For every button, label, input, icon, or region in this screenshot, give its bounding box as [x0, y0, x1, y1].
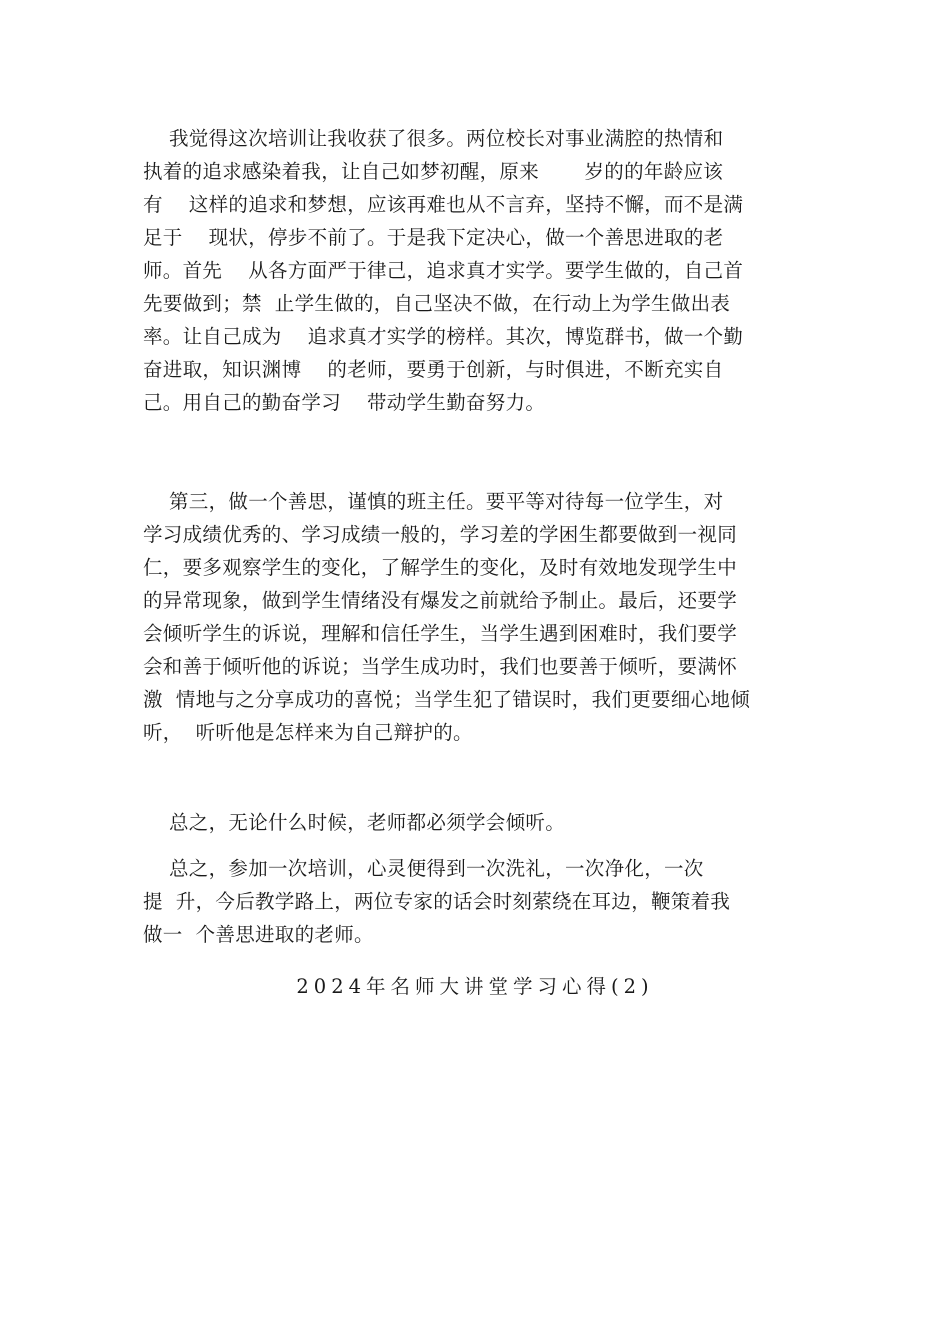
text-line: 听， 听听他是怎样来为自己辩护的。: [143, 721, 473, 744]
text-line: 激 情地与之分享成功的喜悦；当学生犯了错误时，我们更要细心地倾: [143, 688, 750, 711]
text-line: 会和善于倾听他的诉说；当学生成功时，我们也要善于倾听，要满怀: [143, 655, 738, 678]
text-line: 学习成绩优秀的、学习成绩一般的，学习差的学困生都要做到一视同: [143, 523, 738, 546]
text-line: 执着的追求感染着我，让自己如梦初醒，原来 岁的的年龄应该: [143, 160, 724, 183]
paragraph-listening: [143, 806, 803, 839]
text-line: 有 这样的追求和梦想，应该再难也从不言弃，坚持不懈，而不是满: [143, 193, 744, 216]
text-line: 做一 个善思进取的老师。: [143, 923, 374, 946]
text-line: 师。首先 从各方面严于律己，追求真才实学。要学生做的，自己首: [143, 259, 744, 282]
text-line: 仁，要多观察学生的变化，了解学生的变化，及时有效地发现学生中: [143, 556, 738, 579]
text-line: 的异常现象，做到学生情绪没有爆发之前就给予制止。最后，还要学: [143, 589, 738, 612]
text-line: 会倾听学生的诉说，理解和信任学生，当学生遇到困难时，我们要学: [143, 622, 738, 645]
text-line: 足于 现状，停步不前了。于是我下定决心，做一个善思进取的老: [143, 226, 724, 249]
text-line: 第三，做一个善思，谨慎的班主任。要平等对待每一位学生，对: [143, 490, 724, 513]
text-line: 己。用自己的勤奋学习 带动学生勤奋努力。: [143, 391, 546, 414]
paragraph-class-teacher: [143, 485, 803, 749]
text-line: 总之，参加一次培训，心灵便得到一次洗礼，一次净化，一次: [143, 857, 704, 880]
paragraph-training-reflection: [143, 122, 803, 419]
paragraph-conclusion: [143, 852, 803, 951]
text-line: 先要做到；禁 止学生做的，自己坚决不做，在行动上为学生做出表: [143, 292, 731, 315]
text-line: 总之，无论什么时候，老师都必须学会倾听。: [143, 811, 565, 834]
section-heading: 2024年名师大讲堂学习心得(2): [296, 975, 654, 998]
text-line: 率。让自己成为 追求真才实学的榜样。其次，博览群书，做一个勤: [143, 325, 744, 348]
text-line: 提 升，今后教学路上，两位专家的话会时刻萦绕在耳边，鞭策着我: [143, 890, 731, 913]
text-line: 奋进取，知识渊博 的老师，要勇于创新，与时俱进，不断充实自: [143, 358, 724, 381]
text-line: 我觉得这次培训让我收获了很多。两位校长对事业满腔的热情和: [143, 127, 724, 150]
